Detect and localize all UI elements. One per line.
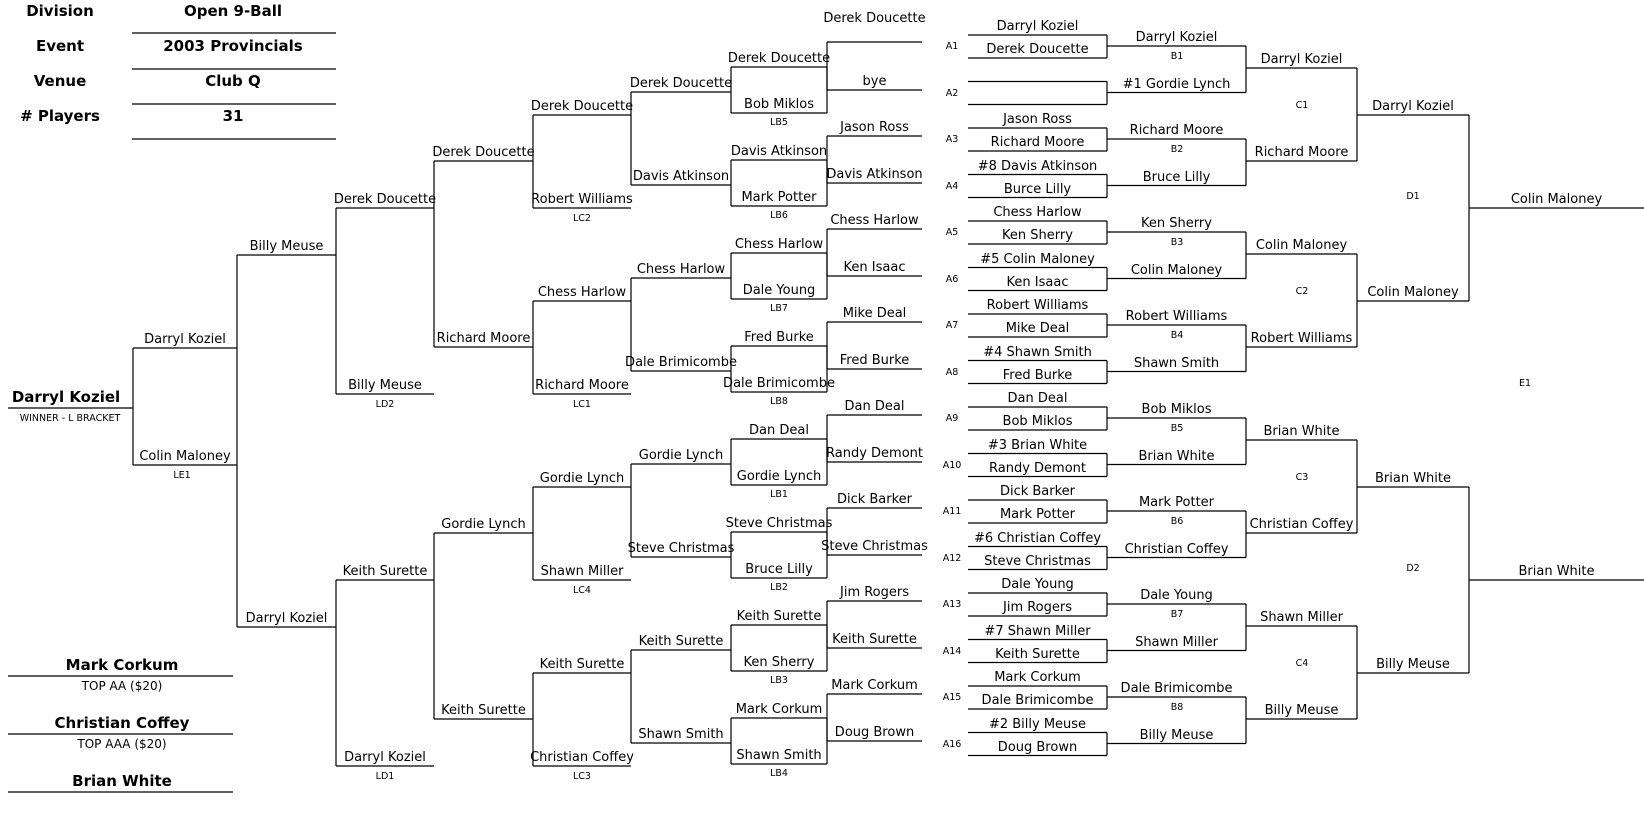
- match-code: A11: [942, 506, 962, 517]
- player-name: #4 Shawn Smith: [983, 344, 1092, 360]
- match-code: E1: [1518, 378, 1532, 389]
- match-code: LC3: [573, 771, 591, 782]
- player-name: Colin Maloney: [1255, 238, 1348, 253]
- match-code: A14: [942, 645, 962, 657]
- player-name: Keith Surette: [736, 609, 822, 624]
- info-value: 31: [222, 107, 244, 125]
- player-name: Davis Atkinson: [632, 169, 730, 184]
- player-name: #5 Colin Maloney: [980, 251, 1095, 267]
- player-name: Steve Christmas: [627, 541, 735, 556]
- player-name: Darryl Koziel: [245, 611, 328, 626]
- player-name: Brian White: [1138, 448, 1215, 464]
- player-name: Davis Atkinson: [826, 167, 923, 182]
- info-value: Open 9-Ball: [183, 2, 283, 20]
- player-name: Brian White: [1374, 471, 1452, 486]
- player-name: Derek Doucette: [432, 145, 535, 160]
- player-name: Gordie Lynch: [441, 517, 526, 532]
- player-name: Chess Harlow: [636, 262, 726, 277]
- match-code: LB3: [770, 675, 788, 686]
- player-name: Darryl Koziel: [1372, 99, 1454, 114]
- info-value: 2003 Provincials: [163, 37, 303, 55]
- player-name: Doug Brown: [997, 739, 1078, 755]
- match-code: B7: [1170, 609, 1184, 620]
- info-label: Event: [35, 37, 85, 55]
- player-name: Steve Christmas: [984, 553, 1091, 569]
- award-name: Christian Coffey: [54, 714, 190, 732]
- player-name: Jason Ross: [840, 120, 909, 135]
- info-value: Club Q: [205, 72, 261, 90]
- player-name: Brian White: [1518, 564, 1595, 579]
- award-note: TOP AA ($20): [81, 679, 163, 693]
- player-name: Dick Barker: [999, 484, 1076, 499]
- player-name: Dick Barker: [836, 492, 913, 507]
- player-name: Fred Burke: [744, 330, 814, 345]
- player-name: #2 Billy Meuse: [988, 716, 1087, 732]
- player-name: Fred Burke: [839, 353, 910, 368]
- match-code: A2: [945, 87, 959, 99]
- player-name: Mark Corkum: [994, 670, 1081, 685]
- player-name: #3 Brian White: [987, 437, 1088, 453]
- match-code: B4: [1170, 330, 1184, 341]
- player-name: Dale Brimicombe: [723, 376, 835, 391]
- player-name: #7 Shawn Miller: [984, 623, 1091, 639]
- player-name: Keith Surette: [441, 703, 526, 718]
- match-code: A9: [945, 413, 959, 424]
- match-code: A6: [945, 273, 959, 285]
- player-name: Bruce Lilly: [1142, 169, 1211, 185]
- player-name: Keith Surette: [832, 632, 917, 647]
- player-name: Darryl Koziel: [344, 750, 426, 765]
- player-name: Shawn Smith: [638, 727, 724, 742]
- info-label: Division: [26, 2, 94, 20]
- player-name: Ken Isaac: [843, 260, 906, 275]
- player-name: Dale Brimicombe: [625, 355, 737, 370]
- player-name: Ken Isaac: [1006, 274, 1069, 290]
- player-name: Randy Demont: [989, 460, 1086, 476]
- player-name: Robert Williams: [531, 192, 633, 207]
- match-code: LB6: [770, 210, 788, 221]
- match-code: D2: [1406, 563, 1420, 574]
- player-name: Steve Christmas: [821, 539, 928, 554]
- player-name: Shawn Miller: [1260, 610, 1343, 625]
- player-name: Darryl Koziel: [1135, 30, 1218, 45]
- award-name: Mark Corkum: [65, 656, 179, 674]
- player-name: Bob Miklos: [1141, 402, 1212, 417]
- match-code: LD1: [375, 771, 395, 782]
- player-name: Keith Surette: [539, 657, 625, 672]
- match-code: LC1: [573, 399, 591, 410]
- player-name: Dale Young: [1001, 577, 1074, 592]
- match-code: A13: [942, 599, 962, 610]
- player-name: Darryl Koziel: [1260, 52, 1343, 67]
- match-code: A16: [942, 738, 962, 750]
- winner-name: Darryl Koziel: [11, 388, 121, 406]
- match-code: LD2: [375, 399, 395, 410]
- player-name: Dale Young: [742, 283, 816, 298]
- player-name: Mike Deal: [1005, 321, 1070, 336]
- player-name: Mike Deal: [842, 306, 907, 321]
- award-note: TOP AAA ($20): [77, 737, 167, 751]
- player-name: bye: [862, 74, 887, 89]
- match-code: A5: [945, 227, 959, 238]
- player-name: Derek Doucette: [333, 192, 437, 207]
- player-name: Christian Coffey: [1249, 517, 1354, 532]
- match-code: LB4: [770, 768, 788, 779]
- award-name: Brian White: [72, 772, 172, 790]
- player-name: #6 Christian Coffey: [973, 530, 1102, 546]
- player-name: #8 Davis Atkinson: [977, 158, 1098, 174]
- info-label: Venue: [33, 72, 87, 90]
- match-code: LB8: [770, 396, 788, 407]
- player-name: Shawn Smith: [1133, 355, 1220, 371]
- player-name: Richard Moore: [1254, 145, 1349, 160]
- player-name: Shawn Miller: [540, 564, 624, 579]
- player-name: Jim Rogers: [839, 585, 910, 600]
- match-code: C3: [1295, 472, 1309, 483]
- player-name: Burce Lilly: [1003, 181, 1072, 197]
- player-name: Darryl Koziel: [996, 19, 1079, 34]
- player-name: Shawn Miller: [1135, 634, 1218, 650]
- match-code: B3: [1170, 237, 1184, 248]
- player-name: Richard Moore: [1129, 123, 1224, 138]
- match-code: A8: [945, 366, 959, 378]
- match-code: C2: [1295, 286, 1309, 297]
- player-name: Keith Surette: [638, 634, 724, 649]
- player-name: Christian Coffey: [1124, 541, 1229, 557]
- player-name: #1 Gordie Lynch: [1122, 76, 1231, 92]
- player-name: Bruce Lilly: [745, 562, 813, 577]
- player-name: Dan Deal: [844, 399, 905, 414]
- player-name: Fred Burke: [1002, 367, 1073, 383]
- player-name: Robert Williams: [1125, 309, 1228, 324]
- match-code: A12: [942, 552, 962, 564]
- player-name: Mark Potter: [999, 507, 1076, 522]
- player-name: Gordie Lynch: [539, 471, 625, 486]
- player-name: Mark Corkum: [735, 702, 823, 717]
- player-name: Mark Potter: [1138, 495, 1215, 510]
- player-name: Richard Moore: [535, 378, 629, 393]
- player-name: Dale Brimicombe: [981, 693, 1094, 708]
- match-code: B5: [1170, 423, 1184, 434]
- player-name: Chess Harlow: [830, 213, 919, 228]
- player-name: Mark Corkum: [831, 678, 918, 693]
- match-code: A15: [942, 692, 962, 703]
- player-name: Richard Moore: [436, 331, 531, 346]
- player-name: Ken Sherry: [1141, 216, 1212, 231]
- player-name: Keith Surette: [995, 646, 1080, 662]
- player-name: Dan Deal: [1007, 391, 1068, 406]
- match-code: LC4: [573, 585, 591, 596]
- player-name: Shawn Smith: [736, 748, 822, 763]
- player-name: Derek Doucette: [986, 42, 1089, 57]
- player-name: Colin Maloney: [1130, 262, 1223, 278]
- player-name: Doug Brown: [834, 725, 915, 740]
- match-code: D1: [1406, 191, 1420, 202]
- match-code: LB2: [770, 582, 788, 593]
- player-name: Billy Meuse: [1264, 703, 1339, 718]
- match-code: B1: [1170, 51, 1184, 62]
- player-name: Colin Maloney: [1510, 192, 1603, 207]
- player-name: Richard Moore: [990, 135, 1085, 150]
- player-name: Derek Doucette: [629, 76, 733, 91]
- player-name: Derek Doucette: [823, 11, 926, 26]
- player-name: Brian White: [1263, 424, 1340, 439]
- player-name: Derek Doucette: [530, 99, 634, 114]
- player-name: Ken Sherry: [1002, 228, 1073, 243]
- match-code: A10: [942, 459, 962, 471]
- info-label: # Players: [20, 107, 100, 125]
- player-name: Dale Young: [1140, 588, 1213, 603]
- player-name: Chess Harlow: [537, 285, 627, 300]
- player-name: Jim Rogers: [1002, 600, 1073, 615]
- player-name: Dale Brimicombe: [1120, 681, 1233, 696]
- player-name: Chess Harlow: [734, 237, 824, 252]
- player-name: Robert Williams: [1250, 331, 1353, 346]
- match-code: A3: [945, 134, 959, 145]
- player-name: Bob Miklos: [1002, 414, 1073, 429]
- match-code: B2: [1170, 144, 1184, 155]
- match-code: LC2: [573, 213, 591, 224]
- match-code: B6: [1170, 516, 1184, 527]
- player-name: Billy Meuse: [249, 239, 324, 254]
- player-name: Chess Harlow: [993, 205, 1082, 220]
- player-name: Robert Williams: [986, 298, 1089, 313]
- player-name: Davis Atkinson: [730, 144, 828, 159]
- player-name: Billy Meuse: [1139, 727, 1214, 743]
- player-name: Christian Coffey: [530, 750, 634, 765]
- player-name: Billy Meuse: [1376, 657, 1450, 672]
- player-name: Bob Miklos: [744, 97, 814, 112]
- match-code: LB7: [770, 303, 788, 314]
- match-code: LB5: [770, 117, 788, 128]
- match-code: C1: [1295, 100, 1309, 111]
- player-name: Derek Doucette: [727, 51, 831, 66]
- match-code: A1: [945, 41, 959, 52]
- player-name: Ken Sherry: [743, 655, 815, 670]
- player-name: Darryl Koziel: [144, 332, 226, 347]
- player-name: Steve Christmas: [725, 516, 833, 531]
- player-name: Colin Maloney: [139, 449, 231, 464]
- match-code: LE1: [173, 470, 191, 481]
- player-name: Gordie Lynch: [736, 469, 822, 484]
- player-name: Jason Ross: [1003, 112, 1072, 127]
- match-code: LB1: [770, 489, 788, 500]
- match-code: WINNER - L BRACKET: [19, 413, 121, 424]
- player-name: Mark Potter: [741, 190, 817, 205]
- player-name: Billy Meuse: [348, 378, 422, 393]
- match-code: A4: [945, 180, 959, 192]
- match-code: C4: [1295, 658, 1309, 669]
- match-code: B8: [1170, 702, 1184, 713]
- player-name: Colin Maloney: [1367, 285, 1459, 300]
- player-name: Gordie Lynch: [638, 448, 724, 463]
- player-name: Keith Surette: [342, 564, 428, 579]
- match-code: A7: [945, 320, 959, 331]
- player-name: Randy Demont: [826, 446, 923, 461]
- player-name: Dan Deal: [749, 423, 809, 438]
